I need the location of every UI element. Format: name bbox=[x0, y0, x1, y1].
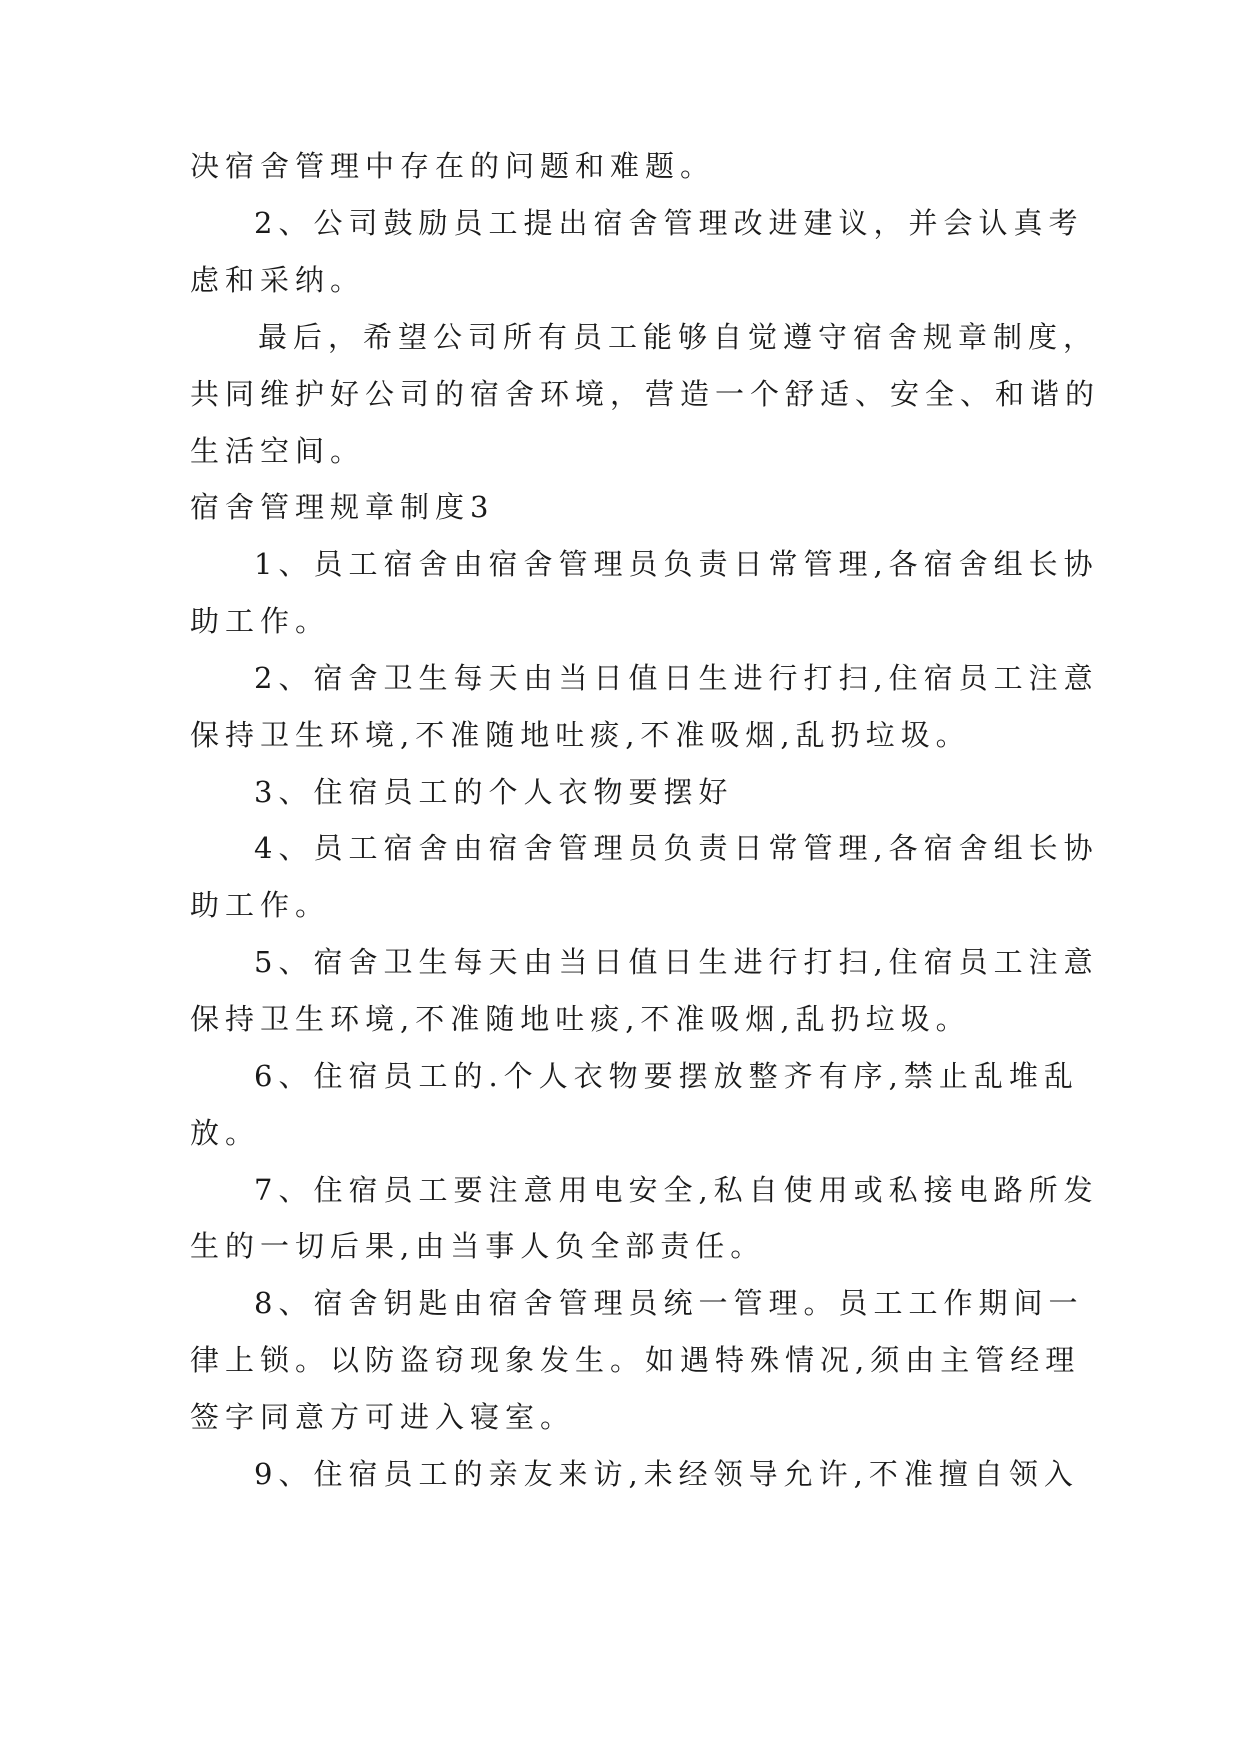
text-line: 6、住宿员工的.个人衣物要摆放整齐有序,禁止乱堆乱 bbox=[254, 1059, 1079, 1093]
text-line: 2、宿舍卫生每天由当日值日生进行打扫,住宿员工注意 bbox=[254, 661, 1099, 695]
text-line: 律上锁。以防盗窃现象发生。如遇特殊情况,须由主管经理 bbox=[190, 1343, 1081, 1377]
text-line: 5、宿舍卫生每天由当日值日生进行打扫,住宿员工注意 bbox=[254, 945, 1099, 979]
section-heading: 宿舍管理规章制度3 bbox=[190, 490, 495, 524]
text-line: 2、公司鼓励员工提出宿舍管理改进建议，并会认真考 bbox=[254, 206, 1084, 240]
text-line: 3、住宿员工的个人衣物要摆好 bbox=[254, 775, 734, 809]
text-line: 助工作。 bbox=[190, 888, 331, 922]
text-line: 保持卫生环境,不准随地吐痰,不准吸烟,乱扔垃圾。 bbox=[190, 1002, 971, 1036]
text-line: 签字同意方可进入寝室。 bbox=[190, 1400, 576, 1434]
text-line: 9、住宿员工的亲友来访,未经领导允许,不准擅自领入 bbox=[254, 1457, 1079, 1491]
text-line: 生活空间。 bbox=[190, 434, 366, 468]
text-line: 7、住宿员工要注意用电安全,私自使用或私接电路所发 bbox=[254, 1173, 1099, 1207]
text-line: 放。 bbox=[190, 1116, 261, 1150]
text-line: 保持卫生环境,不准随地吐痰,不准吸烟,乱扔垃圾。 bbox=[190, 718, 971, 752]
text-line: 共同维护好公司的宿舍环境，营造一个舒适、安全、和谐的 bbox=[190, 377, 1101, 411]
text-line: 决宿舍管理中存在的问题和难题。 bbox=[190, 149, 716, 183]
text-line: 8、宿舍钥匙由宿舍管理员统一管理。员工工作期间一 bbox=[254, 1286, 1084, 1320]
text-line: 助工作。 bbox=[190, 604, 331, 638]
text-line: 1、员工宿舍由宿舍管理员负责日常管理,各宿舍组长协 bbox=[254, 547, 1099, 581]
text-line: 虑和采纳。 bbox=[190, 263, 366, 297]
text-line: 4、员工宿舍由宿舍管理员负责日常管理,各宿舍组长协 bbox=[254, 831, 1099, 865]
text-line: 最后，希望公司所有员工能够自觉遵守宿舍规章制度， bbox=[258, 320, 1099, 354]
text-line: 生的一切后果,由当事人负全部责任。 bbox=[190, 1229, 766, 1263]
